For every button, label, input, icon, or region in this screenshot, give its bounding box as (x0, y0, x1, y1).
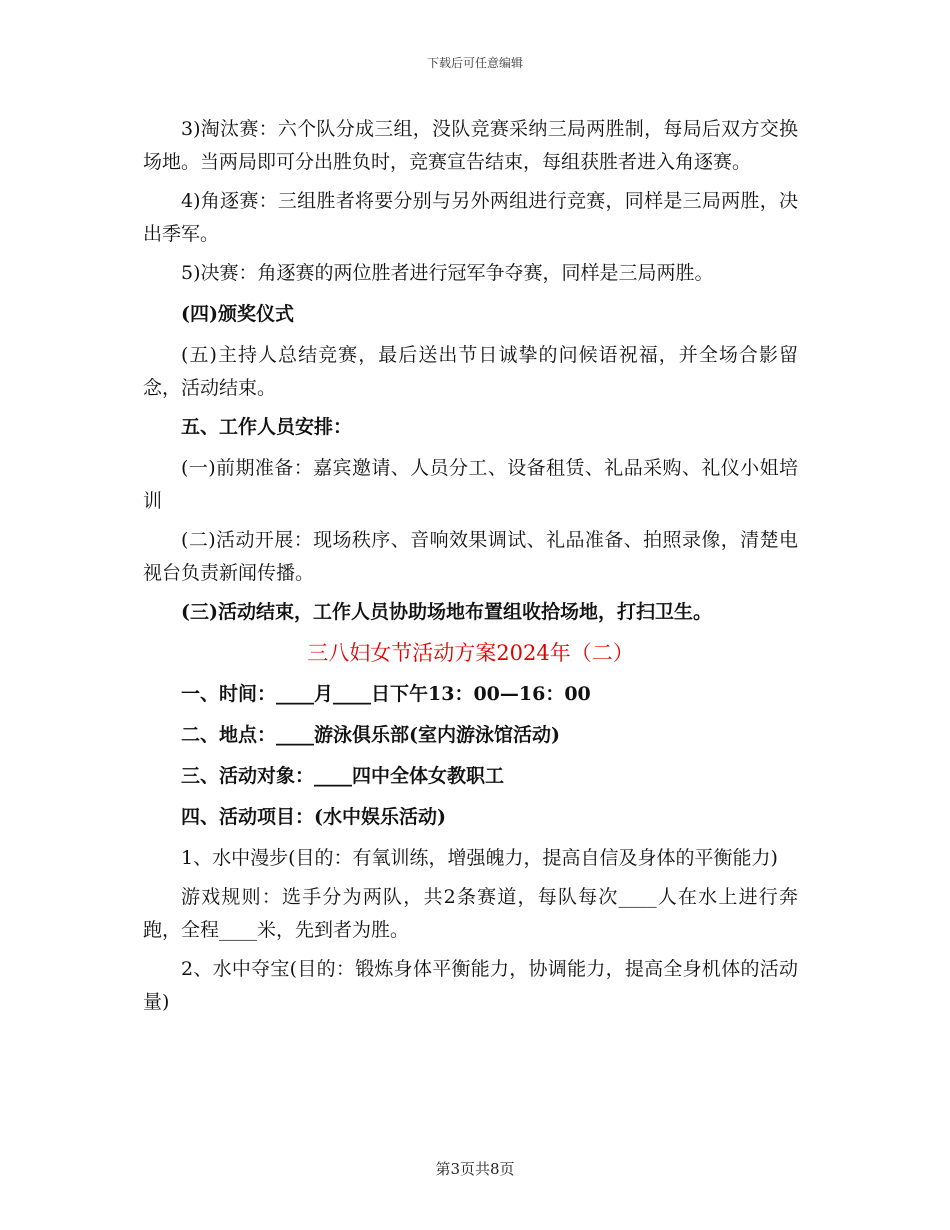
item-activities: 四、活动项目：(水中娱乐活动) (181, 806, 446, 828)
section-award-ceremony: (四)颁奖仪式 (181, 303, 294, 325)
paragraph-contest: 4)角逐赛：三组胜者将要分别与另外两组进行竞赛，同样是三局两胜，决出季军。 (143, 190, 798, 245)
activity-water-walk: 1、水中漫步(目的：有氧训练，增强魄力，提高自信及身体的平衡能力) (181, 847, 778, 869)
item-location: 二、地点：____游泳俱乐部(室内游泳馆活动) (181, 724, 560, 746)
paragraph-activity-execution: (二)活动开展：现场秩序、音响效果调试、礼品准备、拍照录像，清楚电视台负责新闻传播。 (143, 529, 798, 584)
page-header: 下载后可任意编辑 (426, 56, 523, 70)
section-staff-arrangement: 五、工作人员安排： (181, 416, 353, 438)
paragraph-preparation: (一)前期准备：嘉宾邀请、人员分工、设备租赁、礼品采购、礼仪小姐培训 (143, 457, 798, 512)
document-body (143, 113, 798, 1025)
paragraph-knockout: 3)淘汰赛：六个队分成三组，没队竞赛采纳三局两胜制，每局后双方交换场地。当两局即可分出胜负时，竞赛宣告结束，每组获胜者进入角逐赛。 (143, 118, 798, 173)
activity-treasure-hunt: 2、水中夺宝(目的：锻炼身体平衡能力，协调能力，提高全身机体的活动量) (143, 958, 798, 1013)
paragraph-final: 5)决赛：角逐赛的两位胜者进行冠军争夺赛，同样是三局两胜。 (181, 262, 714, 284)
page-footer: 第3页共8页 (435, 1160, 515, 1178)
item-time: 一、时间：____月____日下午13：00—16：00 (181, 683, 591, 705)
paragraph-activity-end: (三)活动结束，工作人员协助场地布置组收拾场地，打扫卫生。 (181, 601, 712, 623)
item-participants: 三、活动对象：____四中全体女教职工 (181, 765, 505, 787)
paragraph-host-summary: (五)主持人总结竞赛，最后送出节日诚挚的问候语祝福，并全场合影留念，活动结束。 (143, 344, 798, 399)
activity-game-rules: 游戏规则：选手分为两队，共2条赛道，每队每次____人在水上进行奔跑，全程____米，先到者为胜。 (143, 886, 798, 941)
section-title: 三八妇女节活动方案2024年（二） (307, 641, 634, 665)
